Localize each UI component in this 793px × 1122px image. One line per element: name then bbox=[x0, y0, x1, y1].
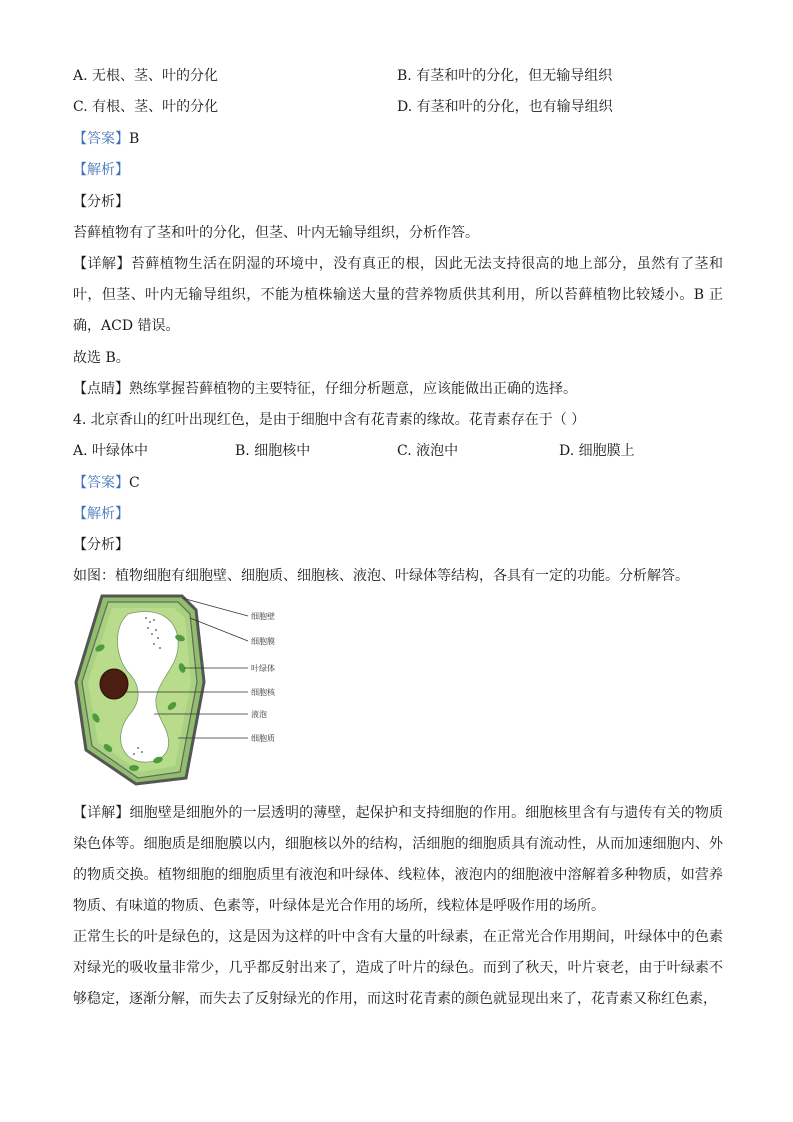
q4-fenxi-tag: 【分析】 bbox=[73, 537, 129, 553]
q4-fenxi-text: 如图：植物细胞有细胞壁、细胞质、细胞核、液泡、叶绿体等结构，各具有一定的功能。分析解答。 bbox=[73, 568, 689, 584]
dianjing-text: 熟练掌握苔藓植物的主要特征，仔细分析题意，应该能做出正确的选择。 bbox=[129, 381, 577, 397]
label-cell-membrane: 细胞膜 bbox=[251, 637, 275, 646]
dianjing-tag: 【点睛】 bbox=[73, 381, 129, 397]
q3-conclusion: 故选 B。 bbox=[73, 350, 130, 366]
q4-option-c: C. 液泡中 bbox=[397, 443, 459, 459]
q3-option-b: B. 有茎和叶的分化，但无输导组织 bbox=[397, 68, 613, 84]
answer-tag: 【答案】 bbox=[73, 475, 129, 491]
q3-answer bbox=[73, 129, 139, 149]
xiangjie-tag: 【详解】 bbox=[73, 805, 130, 821]
q4-jiexi-tag: 【解析】 bbox=[73, 506, 129, 522]
q3-fenxi-text: 苔藓植物有了茎和叶的分化，但茎、叶内无输导组织，分析作答。 bbox=[73, 225, 479, 241]
q4-stem: 4. 北京香山的红叶出现红色，是由于细胞中含有花青素的缘故。花青素存在于（ ） bbox=[73, 412, 586, 428]
answer-value: C bbox=[129, 475, 140, 491]
label-nucleus: 细胞核 bbox=[251, 688, 275, 697]
label-cytoplasm: 细胞质 bbox=[251, 734, 275, 743]
label-cell-wall: 细胞壁 bbox=[251, 612, 275, 621]
label-chloroplast: 叶绿体 bbox=[251, 664, 275, 673]
q3-fenxi-tag: 【分析】 bbox=[73, 194, 129, 210]
q3-jiexi-tag: 【解析】 bbox=[73, 162, 129, 178]
label-vacuole: 液泡 bbox=[251, 710, 267, 719]
q4-xiangjie bbox=[73, 798, 723, 922]
q4-answer bbox=[73, 473, 140, 493]
q4-option-d: D. 细胞膜上 bbox=[559, 443, 635, 459]
xiangjie-text: 苔藓植物生活在阴湿的环境中，没有真正的根，因此无法支持很高的地上部分，虽然有了茎和叶，但茎、叶内无输导组织，不能为植株输送大量的营养物质供其利用，所以苔藓植物比较矮小。B 正确，ACD 错误。 bbox=[73, 256, 724, 334]
q3-dianjing bbox=[73, 379, 577, 399]
q3-option-d: D. 有茎和叶的分化，也有输导组织 bbox=[397, 99, 613, 115]
xiangjie-text: 细胞壁是细胞外的一层透明的薄壁，起保护和支持细胞的作用。细胞核里含有与遗传有关的物质染色体等。细胞质是细胞膜以内，细胞核以外的结构，活细胞的细胞质具有流动性，从而加速细胞内、外的物质交换。植物细胞的细胞质里有液泡和叶绿体、线粒体，液泡内的细胞液中溶解着多种物质，如营养物质、有味道的物质、色素等，叶绿体是光合作用的场所，线粒体是呼吸作用的场所。 bbox=[73, 805, 724, 914]
plant-cell-diagram bbox=[68, 588, 328, 788]
q4-option-a: A. 叶绿体中 bbox=[73, 443, 149, 459]
q4-option-b: B. 细胞核中 bbox=[235, 443, 311, 459]
q4-paragraph-2: 正常生长的叶是绿色的，这是因为这样的叶中含有大量的叶绿素，在正常光合作用期间，叶绿体中的色素对绿光的吸收量非常少，几乎都反射出来了，造成了叶片的绿色。而到了秋天，叶片衰老，由于叶绿素不够稳定，逐渐分解，而失去了反射绿光的作用，而这时花青素的颜色就显现出来了，花青素又称红色素， bbox=[73, 929, 723, 1007]
answer-tag: 【答案】 bbox=[73, 131, 129, 147]
nucleus bbox=[100, 669, 128, 699]
chloroplast bbox=[129, 765, 139, 771]
q3-xiangjie bbox=[73, 249, 723, 342]
q3-option-c: C. 有根、茎、叶的分化 bbox=[73, 99, 219, 115]
xiangjie-tag: 【详解】 bbox=[73, 256, 131, 272]
q3-option-a: A. 无根、茎、叶的分化 bbox=[73, 68, 219, 84]
answer-value: B bbox=[129, 131, 140, 147]
